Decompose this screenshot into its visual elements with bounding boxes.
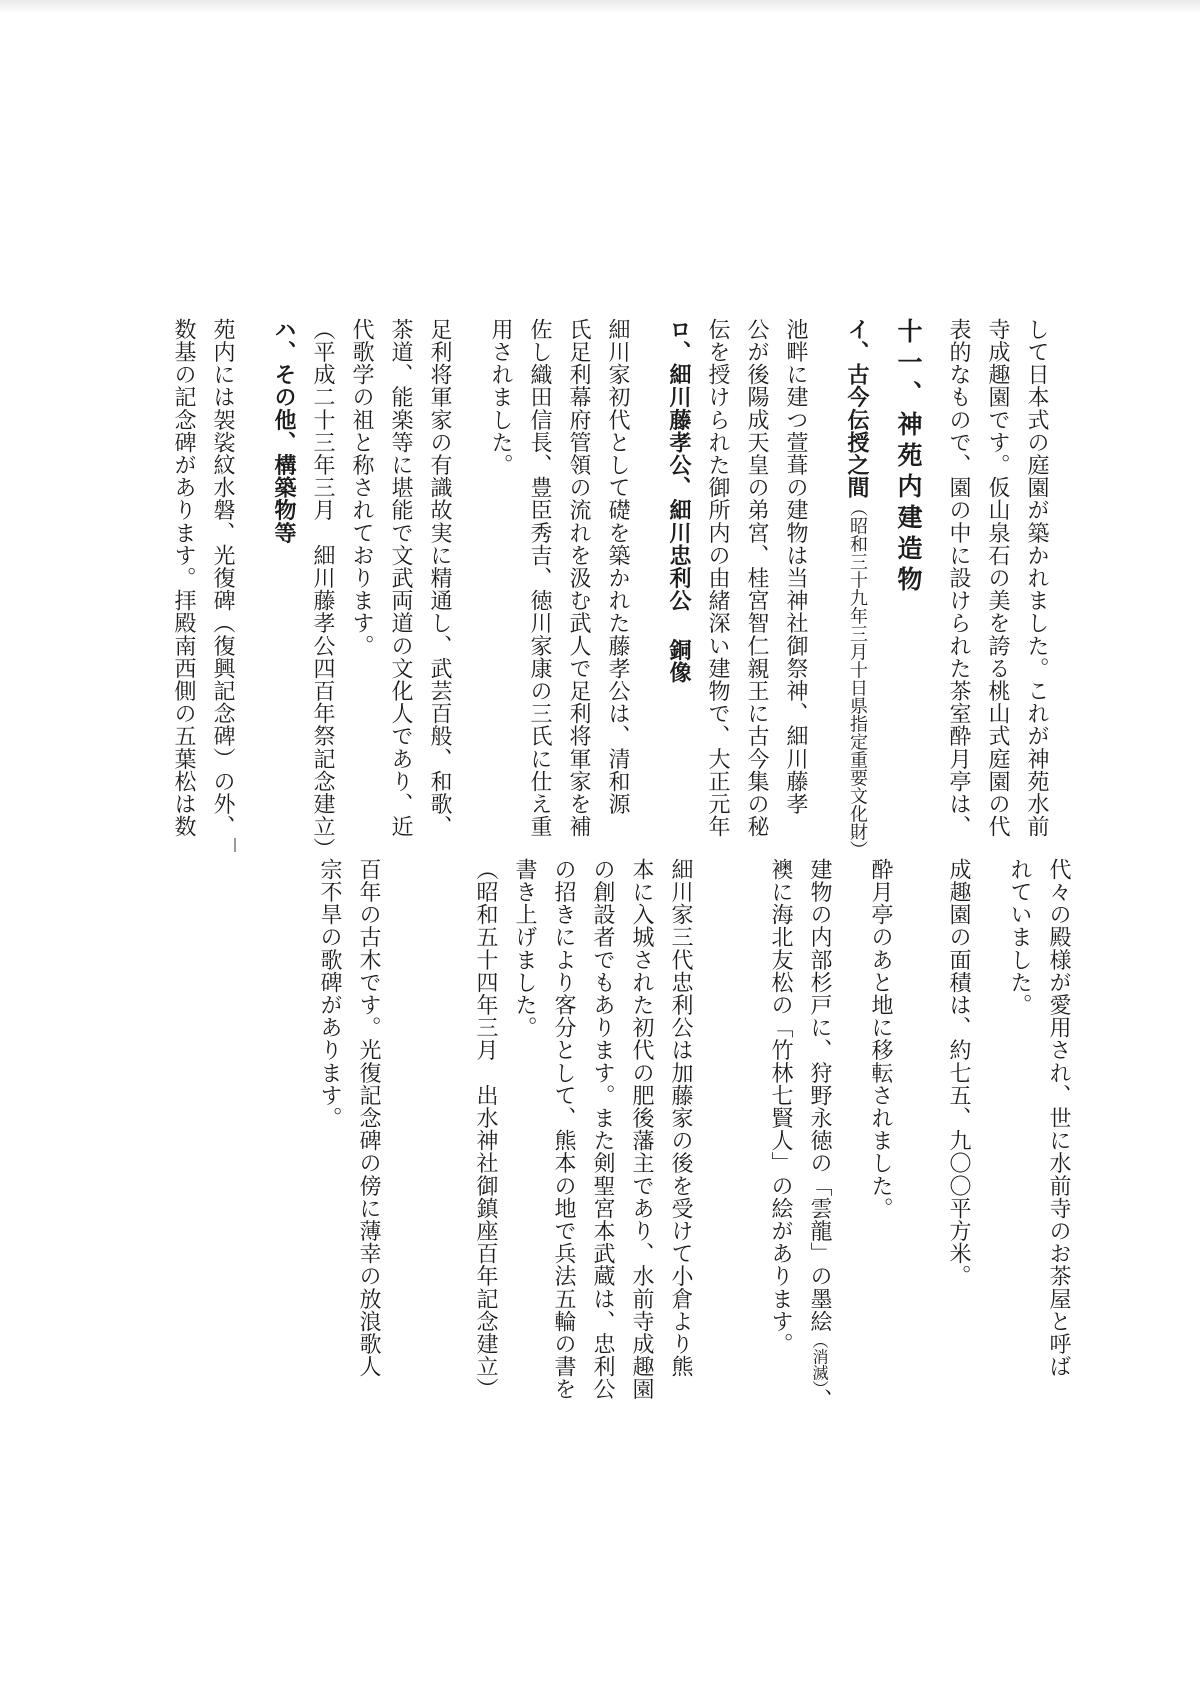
text-line: 用されました。 [488, 318, 513, 477]
subsection-heading-statues: ロ、細川藤孝公、細川忠利公 銅像 [666, 318, 692, 684]
text-line: の招きにより客分として、熊本の地で兵法五輪の書を [551, 858, 576, 1401]
text-line: 足利将軍家の有識故実に精通し、武芸百般、和歌、 [427, 318, 452, 838]
scan-mark [234, 838, 236, 852]
upper-text-block [171, 318, 1078, 861]
section-heading: 十一、神苑内建造物 [894, 318, 923, 597]
text-line: 伝を授けられた御所内の由緒深い建物で、大正元年 [705, 318, 730, 838]
subsection-heading-others: ハ、その他、構築物等 [271, 318, 297, 544]
lower-text-block [228, 858, 1078, 1412]
text-line: 寺成趣園です。仮山泉石の美を誇る桃山式庭園の代 [985, 318, 1010, 838]
text-line: 茶道、能楽等に堪能で文武両道の文化人であり、近 [388, 318, 413, 838]
text-line: の創設者でもあります。また剣聖宮本武蔵は、忠利公 [590, 858, 615, 1401]
text-line: 細川家三代忠利公は加藤家の後を受けて小倉より熊 [668, 858, 693, 1378]
dedication-line: （平成二十三年三月 細川藤孝公四百年祭記念建立） [310, 318, 335, 861]
heading-note: （昭和三十九年三月十日県指定重要文化財） [847, 498, 868, 859]
text-line: 細川家初代として礎を築かれた藤孝公は、清和源 [605, 318, 630, 816]
text-line: 酔月亭のあと地に移転されました。 [868, 858, 893, 1220]
text-line: 公が後陽成天皇の弟宮、桂宮智仁親王に古今集の秘 [744, 318, 769, 838]
spacer-line [427, 858, 466, 1378]
spacer-line [900, 858, 939, 1378]
text-line: 代々の殿様が愛用され、世に水前寺のお茶屋と呼ば [1046, 858, 1071, 1378]
text-segment: 、 [807, 1388, 832, 1412]
text-note: （消滅） [810, 1332, 829, 1389]
text-line: 書き上げました。 [512, 858, 537, 1039]
text-line: 襖に海北友松の「竹林七賢人」の絵があります。 [768, 858, 793, 1356]
text-line: 宗不旱の歌碑があります。 [317, 858, 342, 1130]
text-line: 苑内には袈裟紋水磐、光復碑（復興記念碑）の外、 [210, 318, 235, 838]
text-line [800, 858, 861, 1412]
text-line: 本に入城された初代の肥後藩主であり、水前寺成趣園 [629, 858, 654, 1401]
spacer-line [722, 858, 761, 1378]
text-line: れていました。 [1007, 858, 1032, 1017]
text-line: 成趣園の面積は、約七五、九〇〇平方米。 [946, 858, 971, 1288]
text-line: 数基の記念碑があります。拝殿南西側の五葉松は数 [171, 318, 196, 838]
spacer-line [388, 858, 427, 1378]
text-line: 代歌学の祖と称されております。 [349, 318, 374, 657]
text-line: 百年の古木です。光復記念碑の傍に薄幸の放浪歌人 [356, 858, 381, 1378]
text-line: 表的なもので、園の中に設けられた茶室酔月亭は、 [946, 318, 971, 838]
subsection-heading-kokin-denju [837, 318, 877, 859]
text-line: 池畔に建つ萱葺の建物は当神社御祭神、細川藤孝 [783, 318, 808, 816]
text-line: して日本式の庭園が築かれました。これが神苑水前 [1024, 318, 1049, 838]
text-line: 佐し織田信長、豊臣秀吉、徳川家康の三氏に仕え重 [527, 318, 552, 838]
text-segment: 建物の内部杉戸に、狩野永徳の「雲龍」の墨絵 [807, 858, 832, 1333]
text-line: 氏足利幕府管領の流れを汲む武人で足利将軍家を補 [566, 318, 591, 838]
dedication-line: （昭和五十四年三月 出水神社御鎮座百年記念建立） [473, 858, 498, 1401]
heading-label: イ、古今伝授之間 [844, 318, 870, 499]
